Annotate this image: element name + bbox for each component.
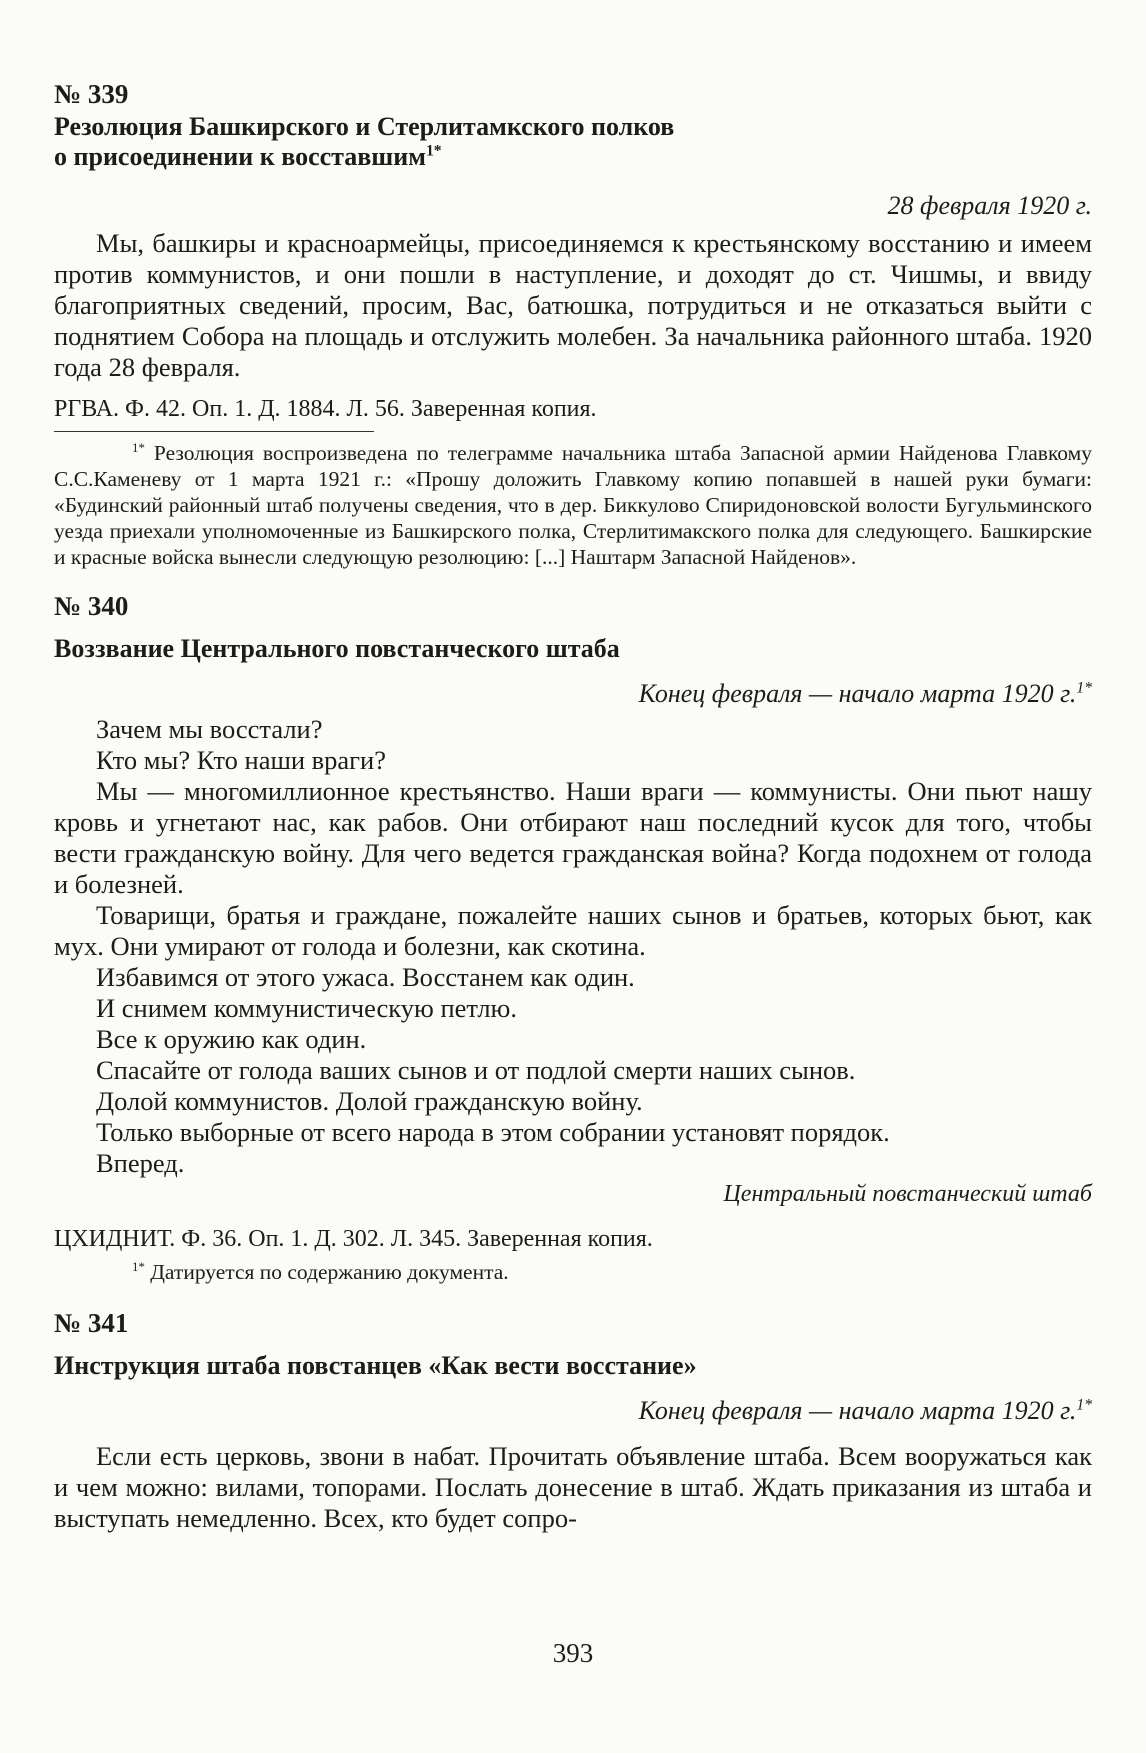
document-340	[54, 590, 1092, 1285]
archive-source: РГВА. Ф. 42. Оп. 1. Д. 1884. Л. 56. Заверенная копия.	[54, 396, 597, 422]
footnote: $^{1*}$ Датируется по содержанию документа.	[132, 1259, 509, 1284]
text-line: Только выборные от всего народа в этом собрании установят порядок.	[96, 1117, 890, 1147]
paragraph: Мы — многомиллионное крестьянство. Наши враги — коммунисты. Они пьют нашу кровь и угнетают нас, как рабов. Они отбирают наш последний кусок для того, чтобы вести гражданскую войну. Для чего ведется гражданская война? Когда подохнем от голода и болезней.	[54, 776, 1092, 899]
signature: Центральный повстанческий штаб	[723, 1181, 1092, 1207]
footnote-marker: 1*	[1076, 679, 1092, 697]
document-number: № 340	[54, 591, 129, 621]
text-line: Вперед.	[96, 1148, 185, 1178]
footnote-marker: 1*	[1076, 1396, 1092, 1414]
archive-source: ЦХИДНИТ. Ф. 36. Оп. 1. Д. 302. Л. 345. Заверенная копия.	[54, 1226, 653, 1252]
document-date: 28 февраля 1920 г.	[887, 191, 1092, 220]
text-line: Долой коммунистов. Долой гражданскую войну.	[96, 1086, 643, 1116]
document-title: Инструкция штаба повстанцев «Как вести восстание»	[54, 1351, 697, 1380]
document-date: Конец февраля — начало марта 1920 г.$^{1*}$	[638, 679, 1092, 708]
document-body: Если есть церковь, звони в набат. Прочитать объявление штаба. Всем вооружаться как и чем можно: вилами, топорами. Послать донесение в штаб. Ждать приказания из штаба и выступать немедленно. Всех, кто будет сопро-	[54, 1441, 1092, 1533]
text-line: Спасайте от голода ваших сынов и от подлой смерти наших сынов.	[96, 1055, 856, 1085]
footnote-divider	[54, 431, 374, 432]
text-line: Все к оружию как один.	[96, 1024, 367, 1054]
paragraph: Товарищи, братья и граждане, пожалейте наших сынов и братьев, которых бьют, как мух. Они умирают от голода и болезни, как скотина.	[54, 900, 1092, 961]
document-number: № 339	[54, 79, 129, 109]
page-number: 393	[552, 1638, 594, 1668]
document-body: Мы, башкиры и красноармейцы, присоединяемся к крестьянскому восстанию и имеем против коммунистов, и они пошли в наступление, и доходят до ст. Чишмы, и ввиду благоприятных сведений, просим, Вас, батюшка, потрудиться и не отказаться выйти с поднятием Собора на площадь и отслужить молебен. За начальника районного штаба. 1920 года 28 февраля.	[54, 228, 1092, 382]
document-page	[54, 78, 1092, 1534]
document-339	[54, 78, 1092, 570]
footnote-marker: 1*	[425, 142, 442, 160]
text-line: Кто мы? Кто наши враги?	[96, 745, 386, 775]
document-title: Воззвание Центрального повстанческого штаба	[54, 634, 620, 663]
text-line: Избавимся от этого ужаса. Восстанем как один.	[96, 962, 635, 992]
document-title: Резолюция Башкирского и Стерлитамкского полков о присоединении к восставшим$^{1*}$	[54, 112, 675, 171]
text-line: И снимем коммунистическую петлю.	[96, 993, 517, 1023]
document-number: № 341	[54, 1308, 129, 1338]
document-date: Конец февраля — начало марта 1920 г.$^{1*}$	[638, 1396, 1092, 1425]
document-341	[54, 1307, 1092, 1534]
text-line: Зачем мы восстали?	[96, 714, 323, 744]
footnote: $^{1*}$ Резолюция воспроизведена по телеграмме начальника штаба Запасной армии Найденова Главкому С.С.Каменеву от 1 марта 1921 г.: «Прошу доложить Главкому копию попавшей в нашей руки бумаги: «Будинский районный штаб получены сведения, что в дер. Биккулово Спиридоновской волости Бугульминского уезда приехали уполномоченные из Башкирского полка, Стерлитимакского полка для следующего. Башкирские и красные войска вынесли следующую резолюцию: [...] Наштарм Запасной Найденов».	[54, 440, 1092, 569]
